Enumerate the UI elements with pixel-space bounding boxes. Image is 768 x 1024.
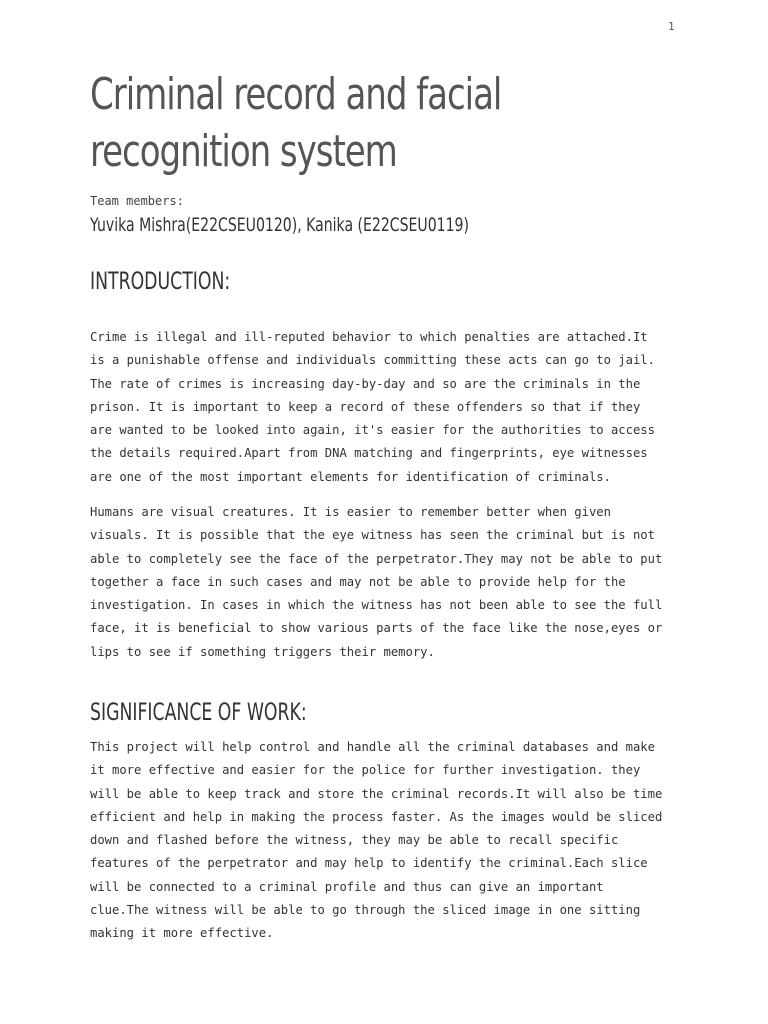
team-members-names: Yuvika Mishra(E22CSEU0120), Kanika (E22CSEU0119)	[90, 214, 469, 236]
introduction-paragraph-1: Crime is illegal and ill-reputed behavior to which penalties are attached.It is a punishable offense and individuals committing these acts can go to jail. The rate of crimes is increasing day-by-day and so are the criminals in the prison. It is important to keep a record of these offenders so that if they are wanted to be looked into again, it's easier for the authorities to access the details required.Apart from DNA matching and fingerprints, eye witnesses are one of the most important elements for identification of criminals.	[90, 330, 655, 484]
document-title: Criminal record and facial recognition system	[90, 69, 502, 177]
page-number: 1	[668, 20, 675, 33]
significance-paragraph: This project will help control and handle all the criminal databases and make it more effective and easier for the police for further investigation. they will be able to keep track and store the criminal records.It will also be time efficient and help in making the process faster. As the images would be sliced down and flashed before the witness, they may be able to recall specific features of the perpetrator and may help to identify the criminal.Each slice will be connected to a criminal profile and thus can give an important clue.The witness will be able to go through the sliced image in one sitting making it more effective.	[90, 740, 663, 941]
introduction-heading: INTRODUCTION:	[90, 267, 231, 295]
introduction-paragraph-2: Humans are visual creatures. It is easier to remember better when given visuals. It is possible that the eye witness has seen the criminal but is not able to completely see the face of the perpetrator.They may not be able to put together a face in such cases and may not be able to provide help for the investigation. In cases in which the witness has not been able to see the full face, it is beneficial to show various parts of the face like the nose,eyes or lips to see if something triggers their memory.	[90, 505, 663, 659]
significance-heading: SIGNIFICANCE OF WORK:	[90, 698, 307, 726]
team-members-label: Team members:	[90, 194, 184, 208]
